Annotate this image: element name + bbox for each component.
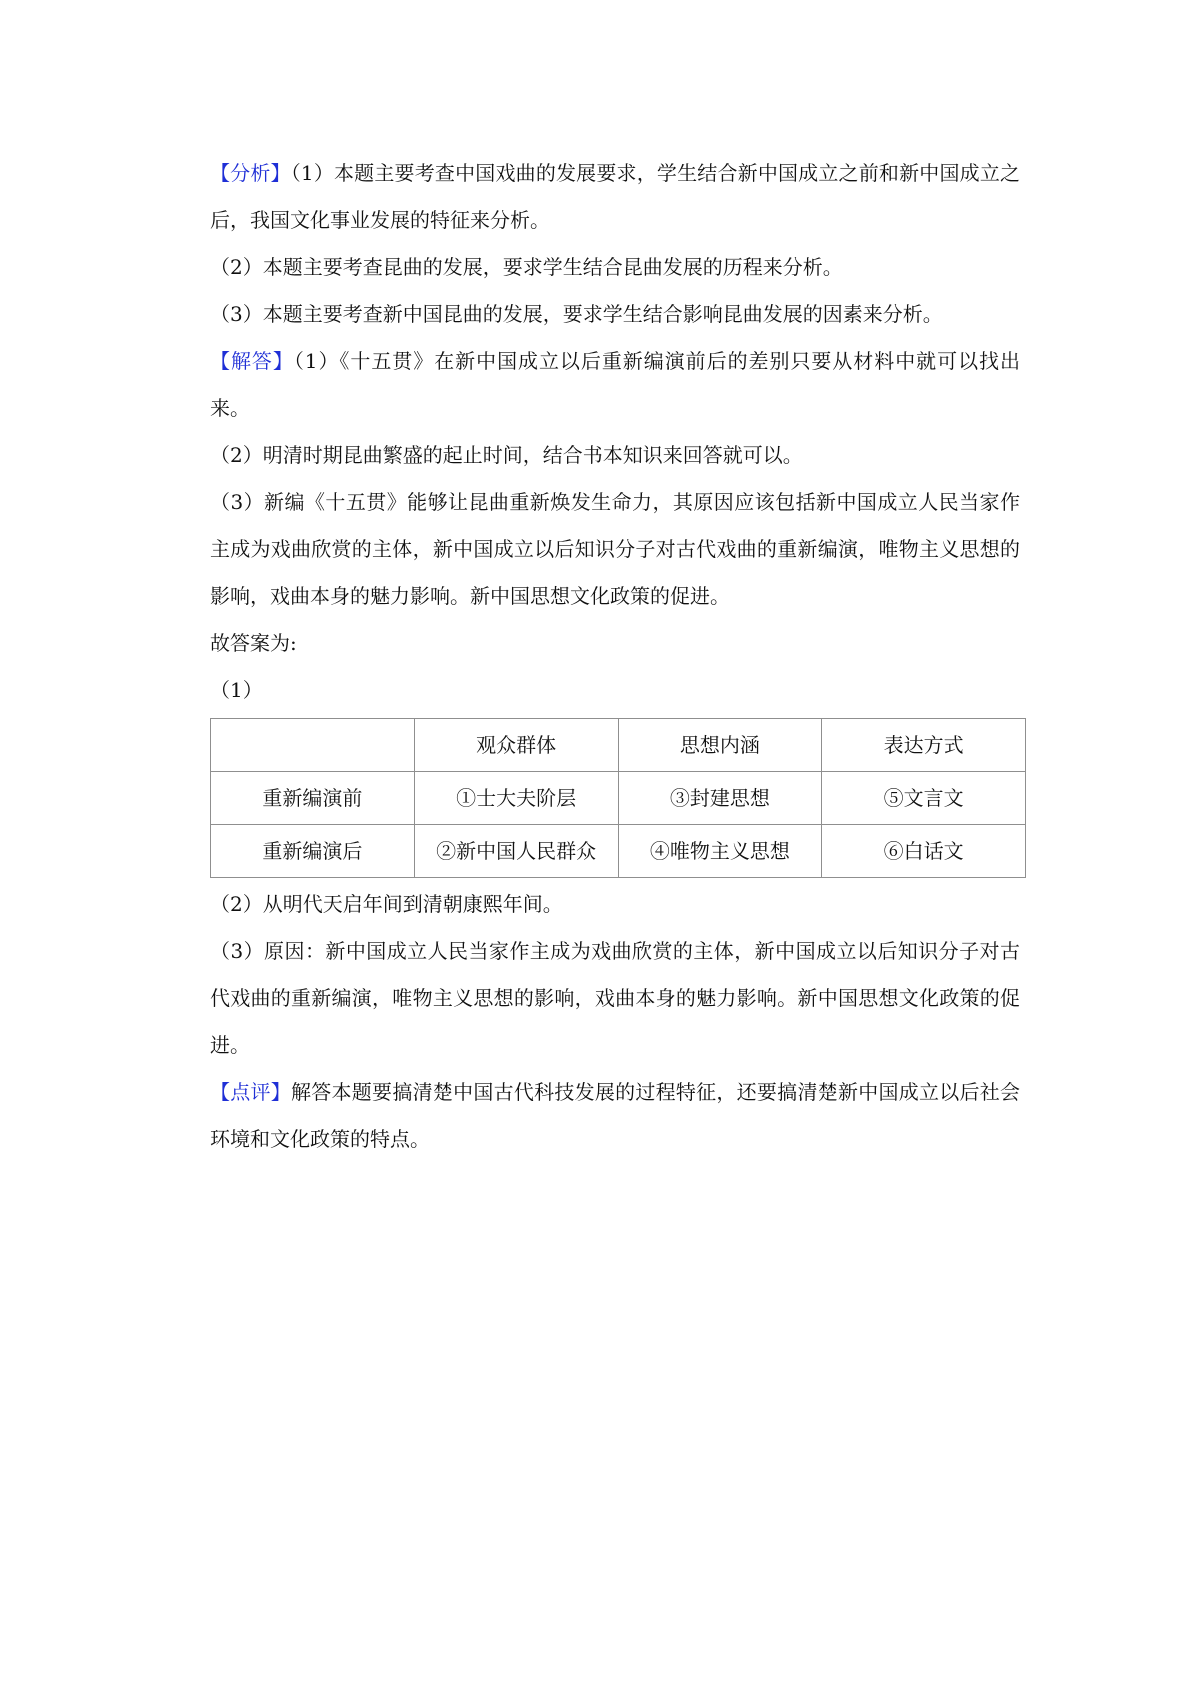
table-header-cell [211, 719, 415, 772]
table-cell: ④唯物主义思想 [618, 825, 822, 878]
analysis-paragraph-2: （2）本题主要考查昆曲的发展，要求学生结合昆曲发展的历程来分析。 [210, 255, 843, 279]
table-row [211, 772, 1026, 825]
table-header-cell: 观众群体 [414, 719, 618, 772]
table-cell: ③封建思想 [618, 772, 822, 825]
answer-q1-label: （1） [210, 678, 263, 702]
table-cell: ②新中国人民群众 [414, 825, 618, 878]
table-cell: 重新编演后 [211, 825, 415, 878]
solution-paragraph-2: （2）明清时期昆曲繁盛的起止时间，结合书本知识来回答就可以。 [210, 443, 803, 467]
comment-tag: 【点评】 [210, 1080, 292, 1104]
table-cell: ⑤文言文 [822, 772, 1026, 825]
table-cell: ⑥白话文 [822, 825, 1026, 878]
table-cell: ①士大夫阶层 [414, 772, 618, 825]
document-body [210, 150, 1020, 1163]
answer-q3: （3）原因：新中国成立人民当家作主成为戏曲欣赏的主体，新中国成立以后知识分子对古代戏曲的重新编演，唯物主义思想的影响，戏曲本身的魅力影响。新中国思想文化政策的促进。 [210, 939, 1020, 1057]
analysis-paragraph-1 [210, 150, 1020, 244]
comment-text: 解答本题要搞清楚中国古代科技发展的过程特征，还要搞清楚新中国成立以后社会环境和文化政策的特点。 [210, 1080, 1021, 1151]
answer-q2: （2）从明代天启年间到清朝康熙年间。 [210, 892, 563, 916]
solution-paragraph-1 [210, 338, 1020, 432]
analysis-tag: 【分析】 [210, 161, 291, 185]
table-header-cell: 表达方式 [822, 719, 1026, 772]
solution-tag: 【解答】 [210, 349, 294, 373]
answer-intro: 故答案为: [210, 631, 297, 655]
analysis-paragraph-3: （3）本题主要考查新中国昆曲的发展，要求学生结合影响昆曲发展的因素来分析。 [210, 302, 943, 326]
table-cell: 重新编演前 [211, 772, 415, 825]
table-header-cell: 思想内涵 [618, 719, 822, 772]
table-row [211, 825, 1026, 878]
comment-paragraph [210, 1069, 1020, 1163]
answer-table [210, 718, 1026, 878]
solution-text-1: （1）《十五贯》在新中国成立以后重新编演前后的差别只要从材料中就可以找出来。 [210, 349, 1020, 420]
solution-paragraph-3: （3）新编《十五贯》能够让昆曲重新焕发生命力，其原因应该包括新中国成立人民当家作主成为戏曲欣赏的主体，新中国成立以后知识分子对古代戏曲的重新编演，唯物主义思想的影响，戏曲本身的魅力影响。新中国思想文化政策的促进。 [210, 490, 1020, 608]
analysis-text-1: （1）本题主要考查中国戏曲的发展要求，学生结合新中国成立之前和新中国成立之后，我国文化事业发展的特征来分析。 [210, 161, 1020, 232]
table-header-row [211, 719, 1026, 772]
